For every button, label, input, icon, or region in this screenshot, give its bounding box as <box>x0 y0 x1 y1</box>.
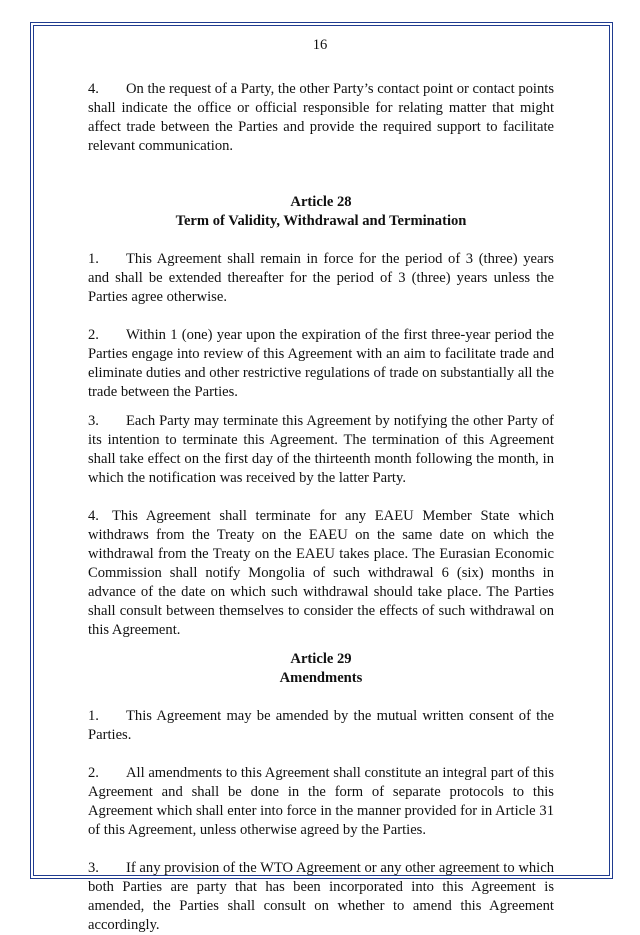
article-28-title: Term of Validity, Withdrawal and Termination <box>175 213 467 229</box>
paragraph-text: This Agreement may be amended by the mutual written consent of the Parties. <box>88 708 554 743</box>
paragraph-number: 4. <box>88 508 99 524</box>
paragraph-number: 3. <box>88 413 99 429</box>
article-29-paragraph-2 <box>88 764 554 840</box>
paragraph-text: Each Party may terminate this Agreement by notifying the other Party of its intention to terminate this Agreement. The termination of this Agreement shall take effect on the first day of the thirteenth month following the month, in which the notification was received by the latter Party. <box>88 413 554 486</box>
article-28-paragraph-1 <box>88 250 554 307</box>
paragraph-number: 2. <box>88 765 99 781</box>
article-29-paragraph-1 <box>88 707 554 745</box>
paragraph-number: 4. <box>88 81 99 97</box>
paragraph-text: This Agreement shall terminate for any EAEU Member State which withdraws from the Treaty on the EAEU on the same date on which the withdrawal from the Treaty on the EAEU takes place. The Eurasian Economic Commission shall notify Mongolia of such withdrawal 6 (six) months in advance of the date on which such withdrawal should take place. The Parties shall consult between themselves to consider the effects of such withdrawal on this Agreement. <box>88 508 554 638</box>
paragraph-text: All amendments to this Agreement shall constitute an integral part of this Agreement and shall be done in the form of separate protocols to this Agreement which shall enter into force in the manner provided for in Article 31 of this Agreement, unless otherwise agreed by the Parties. <box>88 765 554 838</box>
article-28-paragraph-2 <box>88 326 554 402</box>
paragraph-text: This Agreement shall remain in force for the period of 3 (three) years and shall be extended thereafter for the period of 3 (three) years unless the Parties agree otherwise. <box>88 251 554 305</box>
page-number: 16 <box>312 37 328 53</box>
paragraph-number: 2. <box>88 327 99 343</box>
paragraph-number: 1. <box>88 251 99 267</box>
page-content <box>88 80 554 935</box>
paragraph-number: 1. <box>88 708 99 724</box>
article-28-paragraph-4 <box>88 507 554 640</box>
paragraph-text: Within 1 (one) year upon the expiration of the first three-year period the Parties engage into review of this Agreement with an aim to facilitate trade and eliminate duties and other restrictive regulations of trade on substantially all the trade between the Parties. <box>88 327 554 400</box>
paragraph-text: If any provision of the WTO Agreement or any other agreement to which both Parties are party that has been incorporated into this Agreement is amended, the Parties shall consult on whether to amend this Agreement accordingly. <box>88 860 554 933</box>
article-28-paragraph-3 <box>88 412 554 488</box>
intro-paragraph <box>88 80 554 156</box>
article-28-heading: Article 28 <box>290 194 352 210</box>
article-29-title: Amendments <box>279 670 363 686</box>
paragraph-number: 3. <box>88 860 99 876</box>
article-29-paragraph-3 <box>88 859 554 935</box>
paragraph-text: On the request of a Party, the other Party’s contact point or contact points shall indicate the office or official responsible for relating matter that might affect trade between the Parties and provide the required support to facilitate relevant communication. <box>88 81 554 154</box>
article-29-heading: Article 29 <box>290 651 352 667</box>
